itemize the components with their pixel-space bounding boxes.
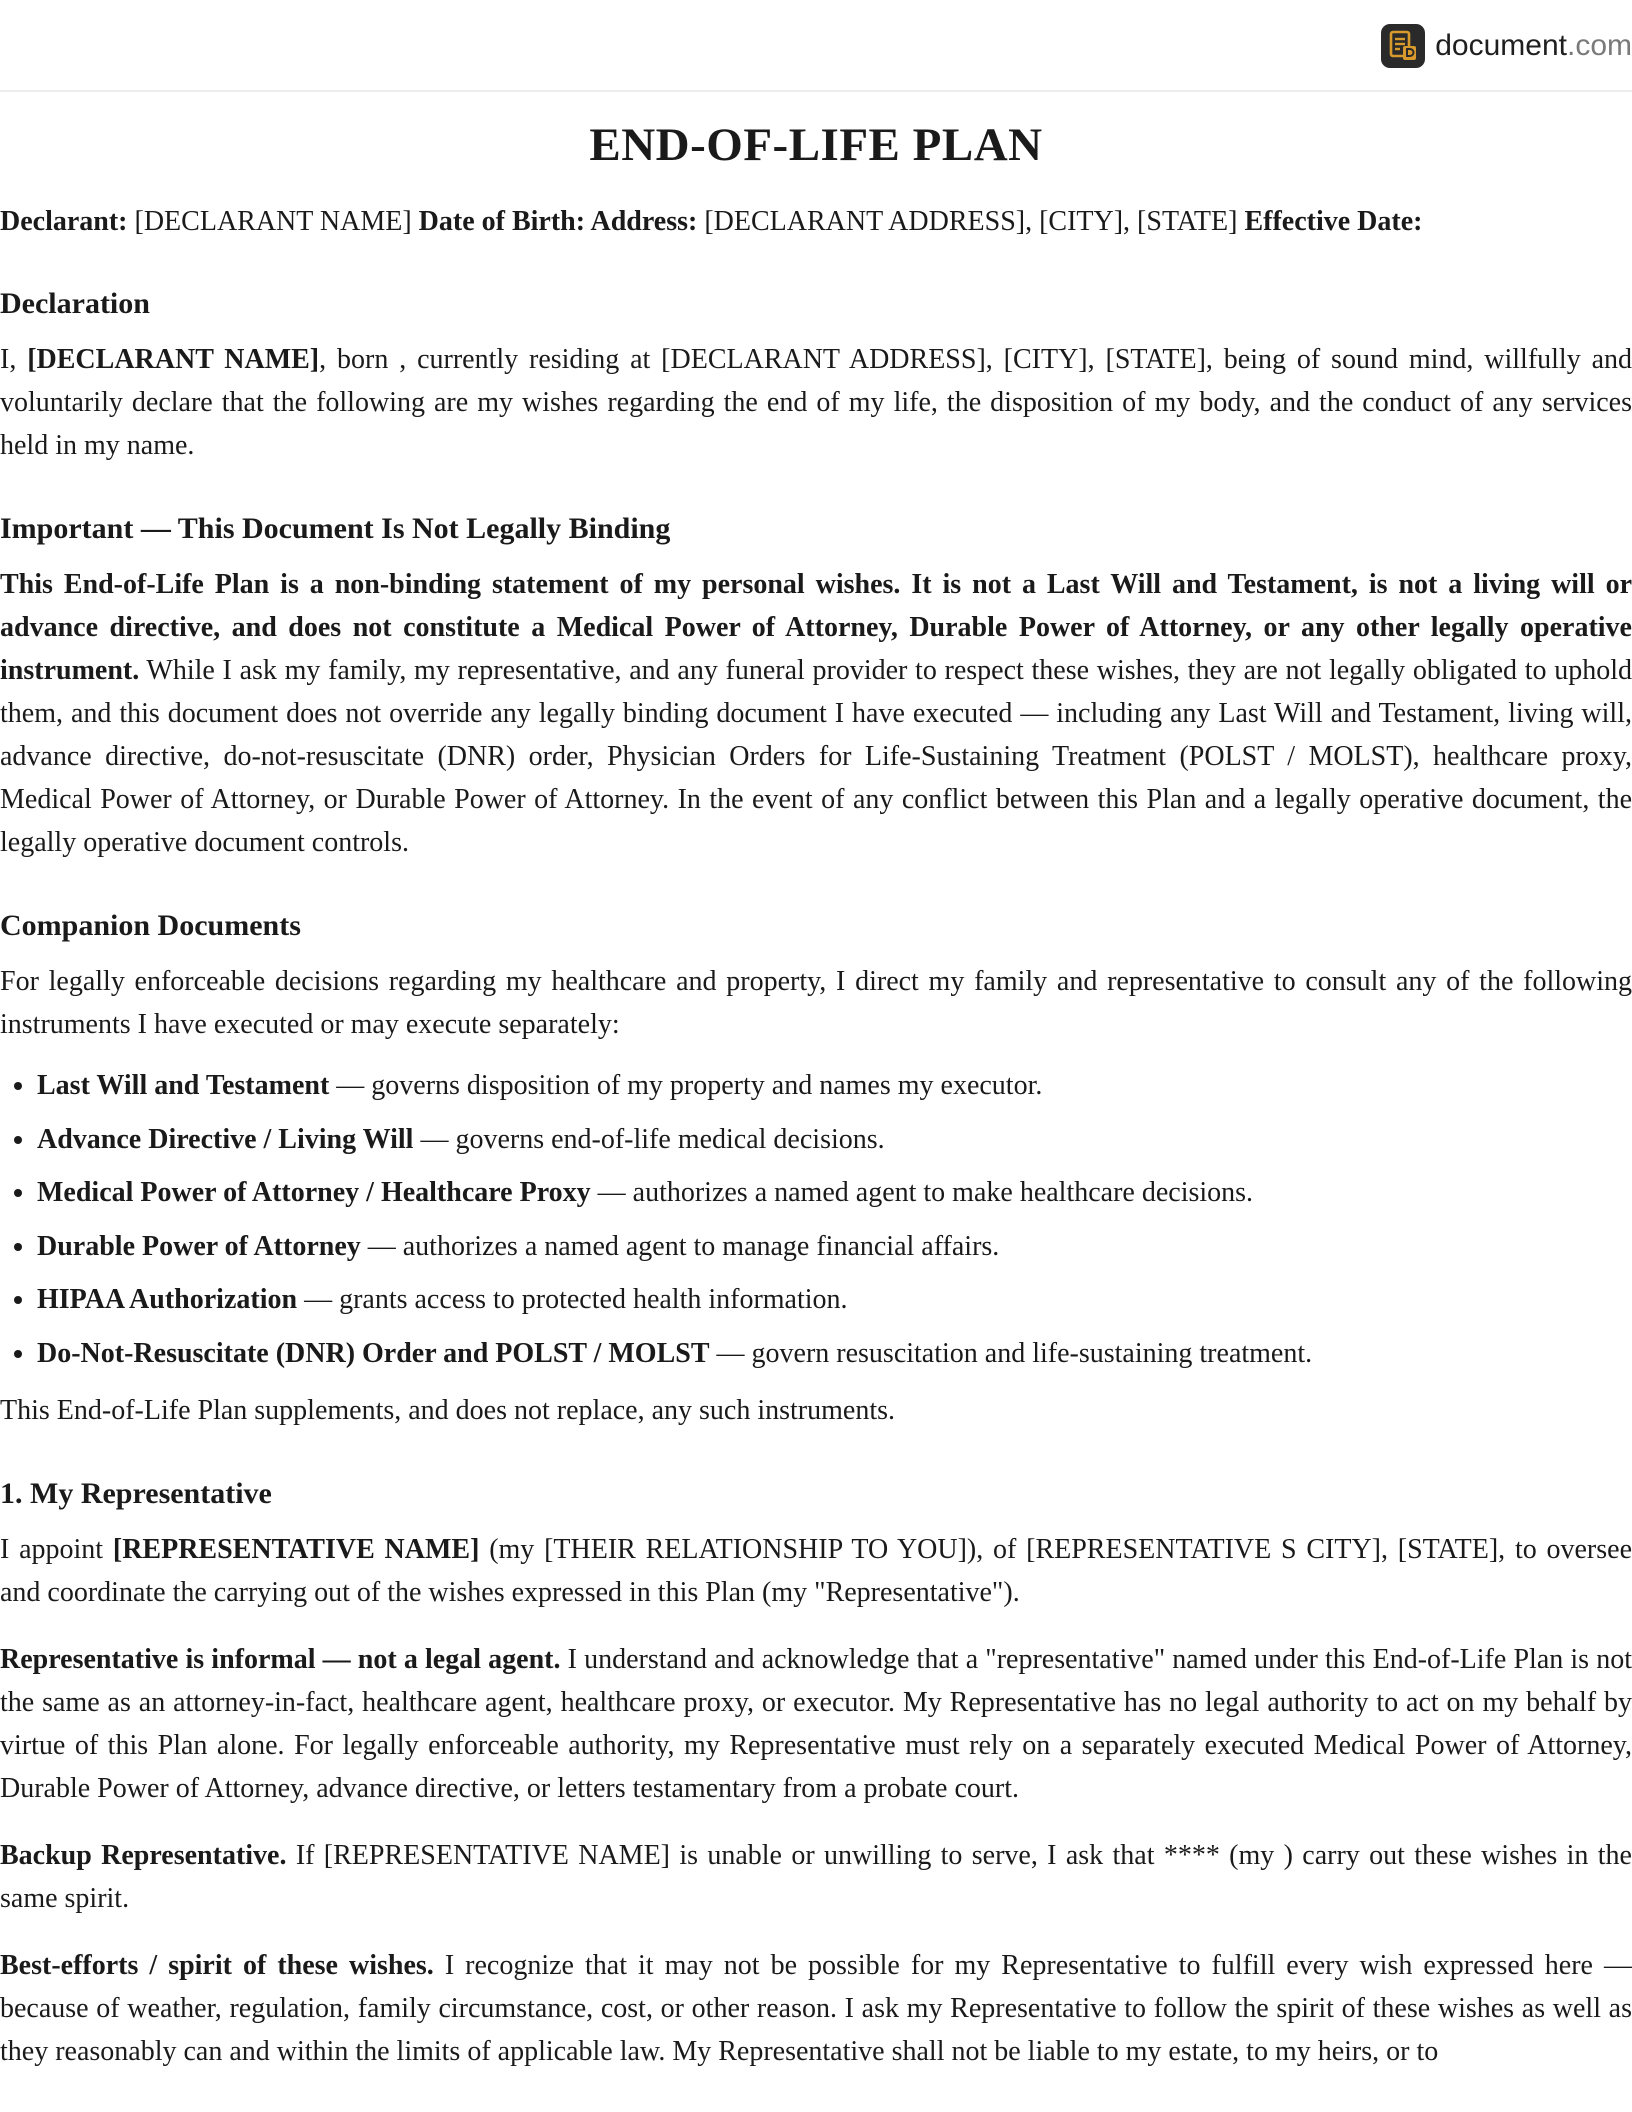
list-item: • Medical Power of Attorney / Healthcare Proxy — authorizes a named agent to make healthcare decisions.: [37, 1175, 1632, 1211]
dob-label: Date of Birth:: [418, 206, 586, 237]
document-body: [0, 92, 1632, 2073]
declaration-paragraph: I, [DECLARANT NAME], born , currently residing at [DECLARANT ADDRESS], [CITY], [STATE], being of sound mind, willfully and voluntarily declare that the following are my wishes regarding the end of my life, the disposition of my body, and the conduct of any services held in my name.: [0, 344, 1632, 461]
declaration-heading: Declaration: [0, 287, 150, 320]
brand-tld: .com: [1566, 29, 1632, 62]
effective-date-label: Effective Date:: [1244, 206, 1423, 237]
important-bold-text: This End-of-Life Plan is a non-binding statement of my personal wishes. It is not a Last Will and Testament, is not a living will or advance directive, and does not constitute a Medical Power of Attorney, Durable Power of Attorney, or any other legally operative instrument.: [0, 569, 1632, 686]
representative-name: [REPRESENTATIVE NAME]: [112, 1534, 480, 1565]
representative-heading: 1. My Representative: [0, 1477, 272, 1510]
list-item: • HIPAA Authorization — grants access to protected health information.: [37, 1282, 1632, 1318]
header-bar: [0, 0, 1632, 92]
list-item: • Last Will and Testament — governs disposition of my property and names my executor.: [37, 1068, 1632, 1104]
declarant-label: Declarant:: [0, 206, 128, 237]
important-heading: Important — This Document Is Not Legally Binding: [0, 512, 671, 545]
companion-heading: Companion Documents: [0, 909, 301, 942]
list-item: • Do-Not-Resuscitate (DNR) Order and POLST / MOLST — govern resuscitation and life-sustaining treatment.: [37, 1336, 1632, 1372]
companion-intro: For legally enforceable decisions regarding my healthcare and property, I direct my family and representative to consult any of the following instruments I have executed or may execute separately:: [0, 966, 1632, 1040]
important-paragraph: This End-of-Life Plan is a non-binding statement of my personal wishes. It is not a Last Will and Testament, is not a living will or advance directive, and does not constitute a Medical Power of Attorney, Durable Power of Attorney, or any other legally operative instrument. While I ask my family, my representative, and any funeral provider to respect these wishes, they are not legally obligated to uphold them, and this document does not override any legally binding document I have executed — including any Last Will and Testament, living will, advance directive, do-not-resuscitate (DNR) order, Physician Orders for Life-Sustaining Treatment (POLST / MOLST), healthcare proxy, Medical Power of Attorney, or Durable Power of Attorney. In the event of any conflict between this Plan and a legally operative document, the legally operative document controls.: [0, 569, 1632, 858]
brand-name: document.com: [1435, 29, 1632, 62]
companion-list: [0, 1068, 1632, 1372]
list-item: • Advance Directive / Living Will — governs end-of-life medical decisions.: [37, 1122, 1632, 1158]
declarant-value: [DECLARANT NAME]: [127, 206, 419, 237]
declarant-meta: [0, 202, 1632, 242]
best-efforts: Best-efforts / spirit of these wishes. I recognize that it may not be possible for my Representative to fulfill every wish expressed here — because of weather, regulation, family circumstance, cost, or other reason. I ask my Representative to follow the spirit of these wishes as well as they reasonably can and within the limits of applicable law. My Representative shall not be liable to my estate, to my heirs, or to: [0, 1950, 1632, 2067]
declarant-name: [DECLARANT NAME]: [27, 344, 320, 375]
address-label: Address:: [585, 206, 698, 237]
list-item: • Durable Power of Attorney — authorizes a named agent to manage financial affairs.: [37, 1229, 1632, 1265]
document-logo-icon: [1381, 24, 1425, 68]
backup-representative: Backup Representative. If [REPRESENTATIVE NAME] is unable or unwilling to serve, I ask that **** (my ) carry out these wishes in the same spirit.: [0, 1840, 1632, 1914]
page-title: END-OF-LIFE PLAN: [589, 119, 1043, 171]
address-value: [DECLARANT ADDRESS], [CITY], [STATE]: [697, 206, 1245, 237]
brand-link[interactable]: [1381, 24, 1632, 68]
representative-informal: Representative is informal — not a legal agent. I understand and acknowledge that a "representative" named under this End-of-Life Plan is not the same as an attorney-in-fact, healthcare agent, healthcare proxy, or executor. My Representative has no legal authority to act on my behalf by virtue of this Plan alone. For legally enforceable authority, my Representative must rely on a separately executed Medical Power of Attorney, Durable Power of Attorney, advance directive, or letters testamentary from a probate court.: [0, 1644, 1632, 1804]
representative-appoint: I appoint [REPRESENTATIVE NAME] (my [THEIR RELATIONSHIP TO YOU]), of [REPRESENTATIVE S CITY], [STATE], to oversee and coordinate the carrying out of the wishes expressed in this Plan (my "Representative").: [0, 1534, 1632, 1608]
companion-closing: This End-of-Life Plan supplements, and does not replace, any such instruments.: [0, 1395, 896, 1426]
